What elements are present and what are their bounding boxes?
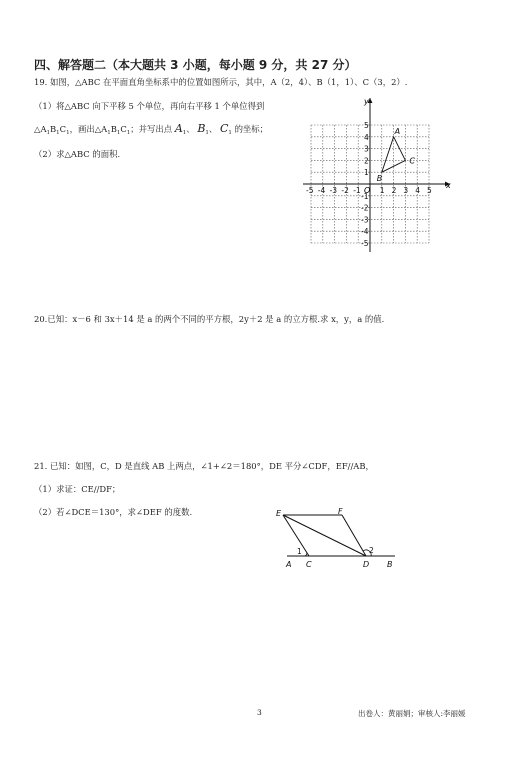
label-angle-2: 2 xyxy=(369,546,374,555)
y-tick-label: 1 xyxy=(364,168,369,178)
x-axis-label: x xyxy=(446,181,451,190)
x-tick-label: -2 xyxy=(341,186,349,195)
coordinate-grid-figure xyxy=(298,94,460,254)
x-tick-label: 3 xyxy=(403,186,409,195)
q19-stem: 19. 如图，△ABC 在平面直角坐标系中的位置如图所示，其中，A（2，4）、B（1，1）、C（3，2）. xyxy=(34,77,408,87)
x-tick-label: 1 xyxy=(379,186,385,195)
label-b: B xyxy=(387,560,393,569)
y-tick-label: 5 xyxy=(364,121,369,130)
x-tick-label: 5 xyxy=(427,186,432,195)
y-tick-label: -2 xyxy=(361,203,369,213)
x-tick-label: 4 xyxy=(415,186,420,195)
q19-part2: （2）求△ABC 的面积. xyxy=(34,149,121,159)
y-tick-label: -4 xyxy=(361,227,369,237)
q21-part1: （1）求证：CE//DF； xyxy=(34,484,121,494)
y-tick-label: -5 xyxy=(361,239,369,248)
x-tick-label: -1 xyxy=(353,186,361,195)
y-tick-label: 2 xyxy=(364,156,369,166)
q19-part1-line2: $\triangle A_1B_1C_1$，画出$\triangle A_1B_1C_1$；并写出点 $A_1$、 $B_1$、 $C_1$ 的坐标； xyxy=(34,122,269,136)
y-tick-label: -1 xyxy=(361,191,369,201)
x-tick-label: -4 xyxy=(317,186,326,195)
x-tick-label: -3 xyxy=(329,186,338,195)
origin-label: O xyxy=(364,186,371,195)
point-label-c: C xyxy=(409,156,415,166)
point-label-a: A xyxy=(394,126,401,136)
y-axis-label: y xyxy=(364,97,369,106)
label-angle-1: 1 xyxy=(297,547,302,556)
triangle-abc xyxy=(382,137,406,172)
label-e: E xyxy=(276,509,282,518)
q20-text: 20.已知：x－6 和 3x＋14 是 a 的两个不同的平方根，2y＋2 是 a 的立方根.求 x，y，a 的值. xyxy=(34,314,385,324)
point-labels xyxy=(377,127,416,183)
x-tick-label: 2 xyxy=(391,186,397,195)
q19-part1-line1: （1）将△ABC 向下平移 5 个单位，再向右平移 1 个单位得到 xyxy=(34,101,265,111)
label-f: F xyxy=(338,507,343,516)
label-d: D xyxy=(363,560,370,569)
y-tick-label: -3 xyxy=(361,215,369,225)
geometry-figure xyxy=(270,502,405,572)
label-a: A xyxy=(286,560,292,569)
label-c: C xyxy=(306,560,312,569)
point-label-b: B xyxy=(376,174,383,184)
y-tick-label: 4 xyxy=(364,132,369,142)
q21-stem: 21. 已知：如图，C，D 是直线 AB 上两点，∠1+∠2＝180°，DE 平分∠CDF，EF//AB， xyxy=(34,461,374,471)
footer-credits: 出卷人：黄丽娟；审核人:李丽媛 xyxy=(358,709,466,718)
x-tick-label: -5 xyxy=(306,186,314,195)
q21-part2: （2）若∠DCE＝130°，求∠DEF 的度数. xyxy=(34,507,193,517)
section-title: 四、解答题二（本大题共 3 小题，每小题 9 分，共 27 分） xyxy=(34,58,357,72)
page-number: 3 xyxy=(257,708,262,717)
y-tick-label: 3 xyxy=(364,144,369,154)
